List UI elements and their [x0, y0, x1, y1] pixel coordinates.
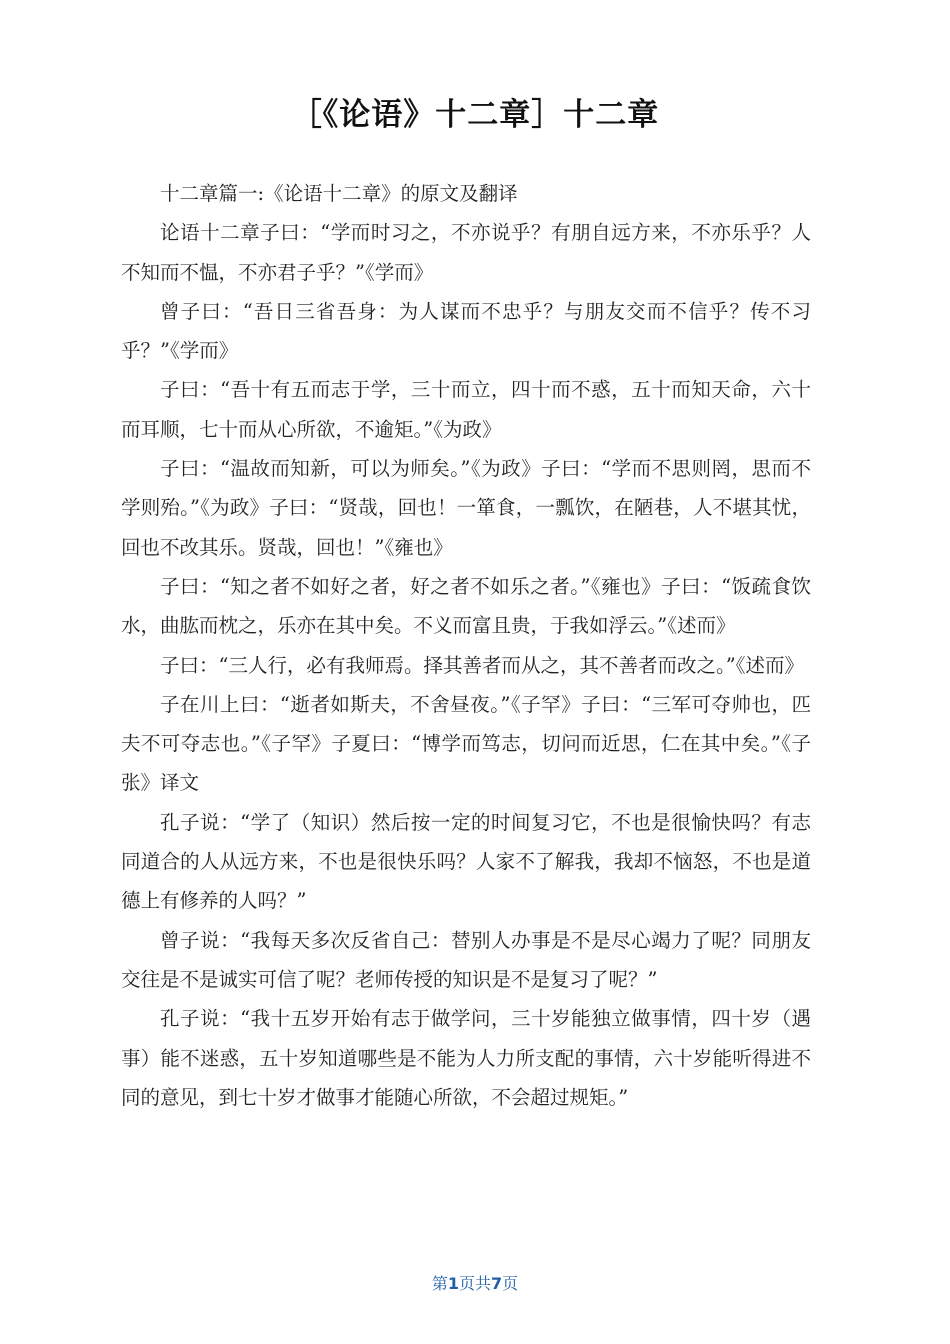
footer-middle: 页共	[458, 1274, 491, 1293]
document-title: ［《论语》十二章］十二章	[290, 96, 660, 133]
paragraph-2: 论语十二章子曰：“学而时习之，不亦说乎？有朋自远方来，不亦乐乎？人不知而不愠，不亦君子乎？”《学而》	[121, 221, 811, 284]
footer-suffix: 页	[502, 1274, 519, 1293]
paragraph-1: 十二章篇一:《论语十二章》的原文及翻译	[160, 182, 518, 205]
paragraph-3: 曾子曰：“吾日三省吾身：为人谋而不忠乎？与朋友交而不信乎？传不习乎？”《学而》	[121, 299, 811, 363]
current-page-number: 1	[447, 1274, 459, 1293]
paragraph-4: 子曰：“吾十有五而志于学，三十而立，四十而不惑，五十而知天命，六十而耳顺，七十而从心所欲，不逾矩。”《为政》	[121, 378, 811, 441]
page-footer	[0, 1272, 950, 1296]
paragraph-5: 子曰：“温故而知新，可以为师矣。”《为政》子曰：“学而不思则罔，思而不学则殆。”《为政》子曰：“贤哉，回也！一箪食，一瓢饮，在陋巷，人不堪其忧，回也不改其乐。贤哉，回也！”《雍也》	[121, 457, 811, 559]
paragraph-11: 孔子说：“我十五岁开始有志于做学问，三十岁能独立做事情，四十岁（遇事）能不迷惑，五十岁知道哪些是不能为人力所支配的事情，六十岁能听得进不同的意见，到七十岁才做事才能随心所欲，不会超过规矩。”	[121, 1007, 811, 1109]
footer-prefix: 第	[431, 1274, 448, 1293]
paragraph-10: 曾子说：“我每天多次反省自己：替别人办事是不是尽心竭力了呢？同朋友交往是不是诚实可信了呢？老师传授的知识是不是复习了呢？”	[121, 928, 811, 991]
paragraph-6: 子曰：“知之者不如好之者，好之者不如乐之者。”《雍也》子曰：“饭疏食饮水，曲肱而枕之，乐亦在其中矣。不义而富且贵，于我如浮云。”《述而》	[121, 574, 811, 638]
paragraph-9: 孔子说：“学了（知识）然后按一定的时间复习它，不也是很愉快吗？有志同道合的人从远方来，不也是很快乐吗？人家不了解我，我却不恼怒，不也是道德上有修养的人吗？”	[121, 810, 811, 913]
total-pages-number: 7	[491, 1274, 503, 1293]
paragraph-8: 子在川上曰：“逝者如斯夫，不舍昼夜。”《子罕》子曰：“三军可夺帅也，匹夫不可夺志也。”《子罕》子夏曰：“博学而笃志，切问而近思，仁在其中矣。”《子张》译文	[121, 692, 811, 795]
paragraph-7: 子曰：“三人行，必有我师焉。择其善者而从之，其不善者而改之。”《述而》	[160, 653, 804, 677]
document-body	[121, 174, 811, 1117]
